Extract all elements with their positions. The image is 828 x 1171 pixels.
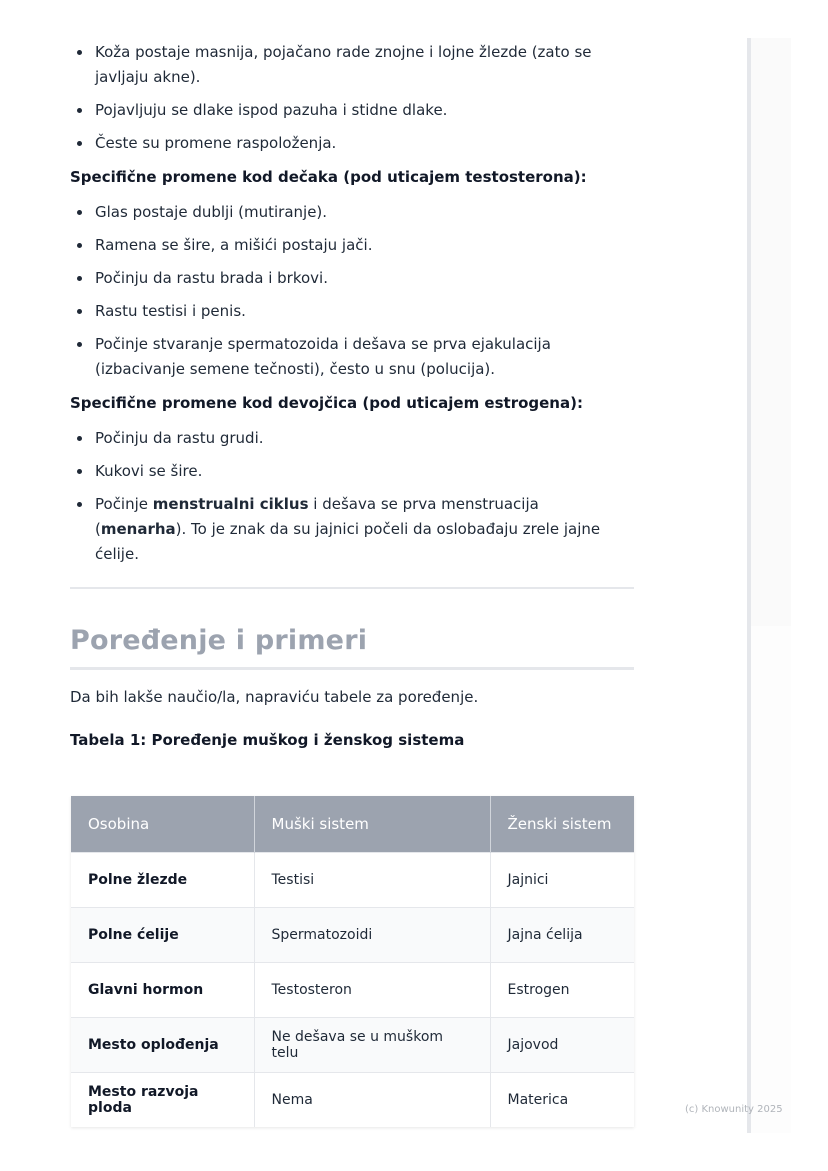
- row-label: Glavni hormon: [71, 962, 254, 1017]
- column-header: Ženski sistem: [490, 796, 634, 852]
- side-panel: [751, 38, 791, 626]
- column-header: Osobina: [71, 796, 254, 852]
- table-row: [71, 1017, 634, 1072]
- intro-paragraph: Da bih lakše naučio/la, napraviću tabele za poređenje.: [70, 688, 479, 706]
- list-item-menstruation: [70, 492, 634, 567]
- table-cell: Materica: [490, 1072, 634, 1127]
- column-header: Muški sistem: [254, 796, 490, 852]
- list-item: Počinju da rastu grudi.: [70, 426, 634, 451]
- table-cell: Jajnici: [490, 852, 634, 907]
- list-item: Glas postaje dublji (mutiranje).: [70, 200, 634, 225]
- row-label: Mesto oplođenja: [71, 1017, 254, 1072]
- section-title-rule: [70, 667, 634, 670]
- table-row: [71, 1072, 634, 1127]
- text-segment: ). To je znak da su jajnici počeli da oslobađaju zrele jajne ćelije.: [95, 520, 601, 563]
- table-cell: Jajovod: [490, 1017, 634, 1072]
- side-panel-lower: [751, 626, 791, 1133]
- content-column: [70, 40, 634, 751]
- table-cell: Testisi: [254, 852, 490, 907]
- list-item: Koža postaje masnija, pojačano rade znojne i lojne žlezde (zato se javljaju akne).: [70, 40, 634, 90]
- term-menarche: menarha: [100, 520, 176, 538]
- list-item: Česte su promene raspoloženja.: [70, 131, 634, 156]
- list-item: Počinje stvaranje spermatozoida i dešava se prva ejakulacija (izbacivanje semene tečnosti), često u snu (polucija).: [70, 332, 634, 382]
- girls-heading: Specifične promene kod devojčica (pod uticajem estrogena):: [70, 394, 583, 412]
- list-item: Rastu testisi i penis.: [70, 299, 634, 324]
- table-row: [71, 962, 634, 1017]
- text-segment: i dešava se prva menstruacija (: [95, 495, 539, 538]
- list-item: Pojavljuju se dlake ispod pazuha i stidne dlake.: [70, 98, 634, 123]
- boys-heading: Specifične promene kod dečaka (pod uticajem testosterona):: [70, 168, 587, 186]
- table-caption: Tabela 1: Poređenje muškog i ženskog sistema: [70, 731, 465, 749]
- list-item: Počinju da rastu brada i brkovi.: [70, 266, 634, 291]
- table-cell: Jajna ćelija: [490, 907, 634, 962]
- table-row: [71, 907, 634, 962]
- boys-changes-list: [70, 200, 634, 382]
- text-segment: Počinje: [95, 495, 153, 513]
- general-changes-list: [70, 40, 634, 156]
- row-label: Mesto razvoja ploda: [71, 1072, 254, 1127]
- girls-changes-list: [70, 426, 634, 567]
- copyright-footer: (c) Knowunity 2025: [685, 1104, 783, 1115]
- table-cell: Nema: [254, 1072, 490, 1127]
- row-label: Polne žlezde: [71, 852, 254, 907]
- list-item: Kukovi se šire.: [70, 459, 634, 484]
- table-cell: Spermatozoidi: [254, 907, 490, 962]
- table-header-row: [71, 796, 634, 852]
- table-row: [71, 852, 634, 907]
- section-title: Poređenje i primeri: [70, 625, 368, 656]
- table-cell: Estrogen: [490, 962, 634, 1017]
- section-divider: [70, 587, 634, 589]
- list-item: Ramena se šire, a mišići postaju jači.: [70, 233, 634, 258]
- table-cell: Testosteron: [254, 962, 490, 1017]
- comparison-table: [71, 796, 634, 1127]
- row-label: Polne ćelije: [71, 907, 254, 962]
- table-cell: Ne dešava se u muškom telu: [254, 1017, 490, 1072]
- term-menstrual-cycle: menstrualni ciklus: [152, 495, 309, 513]
